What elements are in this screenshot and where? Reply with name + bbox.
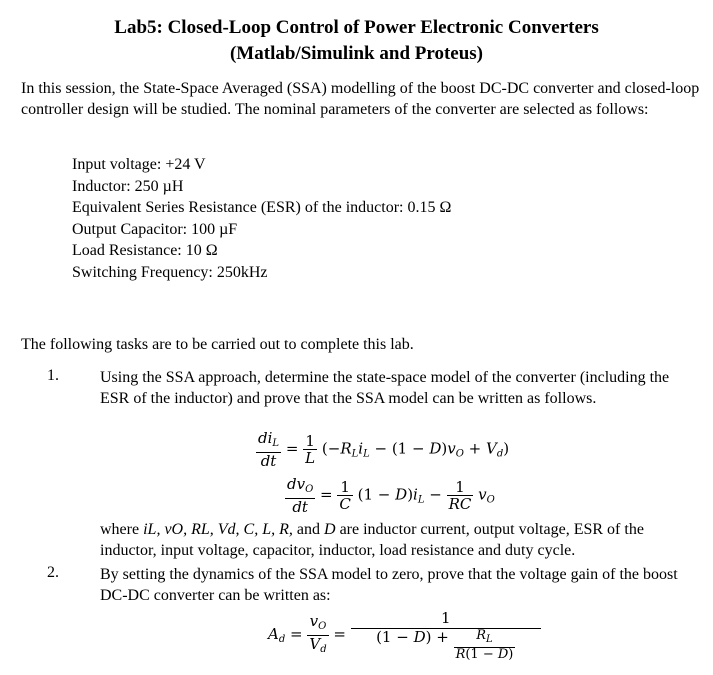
parameter-item: Input voltage: +24 V <box>72 156 206 173</box>
task-1-number: 1. <box>47 367 59 384</box>
equation-voltage-gain: $A_d$ = $\frac{v_O}{V_d}$ = 1 (1 − D) + $\frac{R_L}{R(1 - D)}$ <box>268 608 541 662</box>
parameter-item: Switching Frequency: 250kHz <box>72 263 268 281</box>
parameter-item: Inductor: 250 µH <box>72 177 184 195</box>
parameter-item: Load Resistance: 10 Ω <box>72 242 218 260</box>
where-suffix: are inductor current, output voltage, ESR of the inductor, input voltage, capacitor, inductor, load resistance and duty cycle. <box>100 521 644 559</box>
title-line-1: Lab5: Closed-Loop Control of Power Electronic Converters <box>114 17 599 38</box>
parameter-item: Equivalent Series Resistance (ESR) of the inductor: 0.15 Ω <box>72 199 452 217</box>
where-prefix: where <box>100 521 140 538</box>
where-duty-symbol: D <box>324 521 336 538</box>
intro-paragraph: In this session, the State-Space Averaged (SSA) modelling of the boost DC-DC converter and closed-loop controller design will be studied. The nominal parameters of the converter are selected as follows: <box>21 80 700 118</box>
task-1-text: Using the SSA approach, determine the state-space model of the converter (including the ESR of the inductor) and prove that the SSA model can be written as follows. <box>100 369 670 407</box>
task-2-text: By setting the dynamics of the SSA model to zero, prove that the voltage gain of the boost DC-DC converter can be written as: <box>100 566 678 604</box>
tasks-intro: The following tasks are to be carried out to complete this lab. <box>21 336 414 353</box>
where-variables: iL, vO, RL, Vd, C, L, R, <box>143 521 293 538</box>
equation-inductor-current: $\frac{di_L}{dt}$ = $\frac{1}{L}$ $(-R_Li_L - (1 - D)v_O + V_d)$ <box>258 429 510 470</box>
equation-output-voltage: $\frac{dv_O}{dt}$ = $\frac{1}{C}$ $(1 - D)i_L$ − $\frac{1}{RC}$ $v_O$ <box>287 475 495 516</box>
parameter-item: Output Capacitor: 100 µF <box>72 220 238 238</box>
task-1-where <box>100 519 690 561</box>
where-and: and <box>296 521 320 538</box>
title-line-2: (Matlab/Simulink and Proteus) <box>229 43 484 64</box>
task-2-number: 2. <box>47 564 59 581</box>
parameter-list <box>72 154 632 284</box>
